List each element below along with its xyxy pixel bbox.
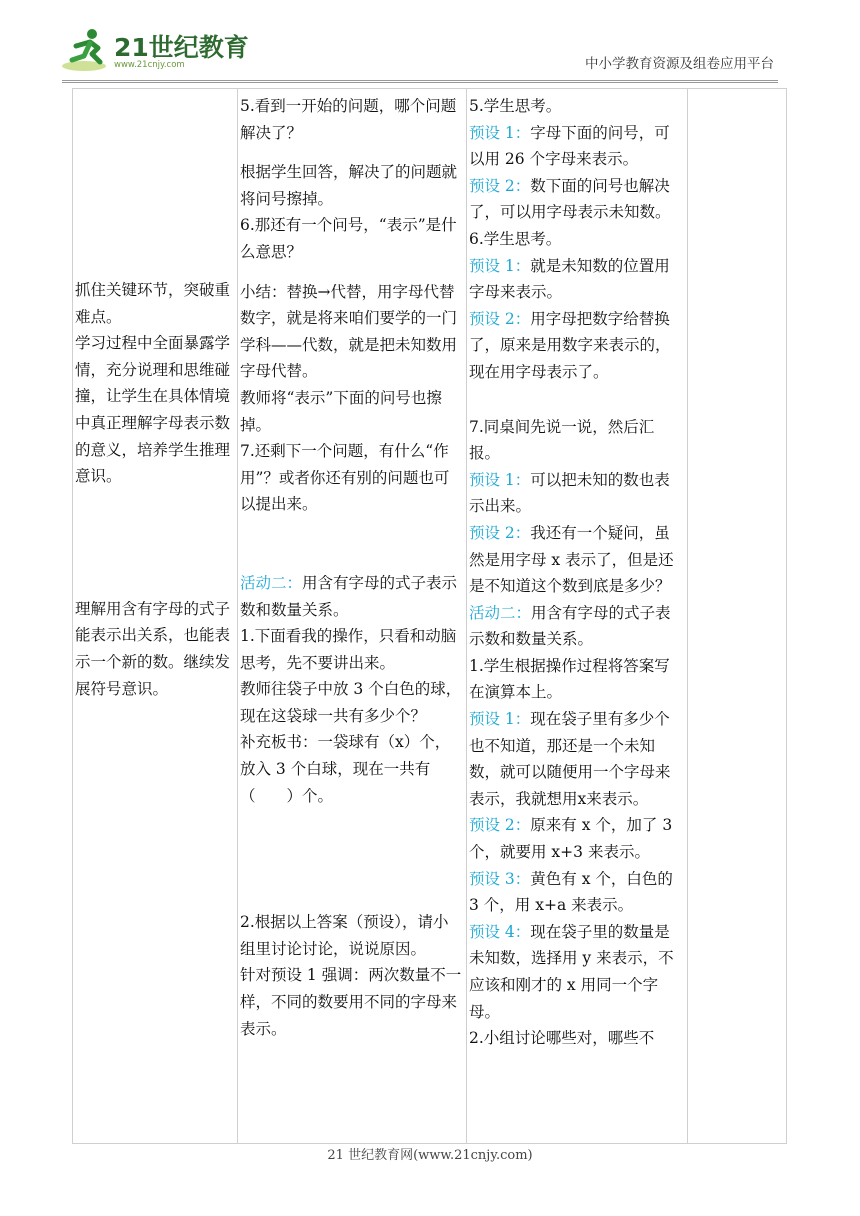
teacher-text-1: 5.看到一开始的问题，哪个问题解决了？ [240, 97, 457, 142]
preset-item [469, 520, 685, 600]
teacher-text-6: 7.还剩下一个问题，有什么“作用”？或者你还有别的问题也可以提出来。 [240, 442, 450, 514]
preset-text: 数下面的问号也解决了，可以用字母表示未知数。 [469, 176, 671, 222]
teacher-text-3: 6.那还有一个问号，“表示”是什么意思？ [240, 216, 457, 261]
teacher-text-11: 针对预设 1 强调：两次数量不一样，不同的数要用不同的字母来表示。 [240, 966, 462, 1038]
intent-text-3: 理解用含有字母的式子能表示出关系，也能表示一个新的数。继续发展符号意识。 [75, 599, 231, 698]
preset-text: 黄色有 x 个，白色的 3 个，用 x+a 来表示。 [469, 869, 673, 915]
preset-text: 原来有 x 个，加了 3 个，就要用 x+3 来表示。 [469, 816, 673, 862]
teacher-text-8: 教师往袋子中放 3 个白色的球，现在这袋球一共有多少个？ [240, 680, 462, 725]
intent-text-1: 抓住关键环节，突破重难点。 [75, 281, 231, 326]
teacher-text-7: 1.下面看我的操作，只看和动脑思考，先不要讲出来。 [240, 627, 457, 672]
site-logo[interactable] [62, 26, 249, 76]
preset-item [469, 866, 685, 919]
preset-text: 字母下面的问号，可以用 26 个字母来表示。 [469, 123, 670, 169]
teacher-text-5: 教师将“表示”下面的问号也擦掉。 [240, 388, 442, 434]
preset-text: 现在袋子里有多少个也不知道，那还是一个未知数，就可以随便用一个字母来表示，我就想用x来表示。 [469, 710, 671, 808]
design-intent-cell [73, 89, 238, 1144]
preset-item [469, 919, 685, 1025]
activity-label: 活动二： [240, 573, 303, 592]
activity-text: 用含有字母的式子表示数和数量关系。 [469, 603, 671, 649]
activity-two-heading [469, 600, 685, 653]
student-text-5: 2.小组讨论哪些对，哪些不 [469, 1029, 655, 1048]
platform-name: 中小学教育资源及组卷应用平台 [585, 56, 774, 72]
activity-two-heading [240, 570, 464, 623]
preset-label: 预设 1： [469, 470, 531, 489]
preset-item [469, 706, 685, 812]
activity-text: 用含有字母的式子表示数和数量关系。 [240, 573, 458, 619]
preset-label: 预设 3： [469, 869, 531, 888]
preset-item [469, 812, 685, 865]
preset-item [469, 173, 685, 226]
logo-text: 21世纪教育 [114, 33, 249, 62]
lesson-table [72, 88, 787, 1144]
preset-label: 预设 2： [469, 816, 531, 835]
preset-label: 预设 2： [469, 176, 531, 195]
student-text-2: 6.学生思考。 [469, 229, 562, 248]
page-footer: 21 世纪教育网(www.21cnjy.com) [327, 1148, 533, 1163]
board-note: 补充板书：一袋球有（x）个，放入 3 个白球，现在一共有（ ）个。 [240, 733, 451, 805]
teacher-summary: 小结：替换→代替，用字母代替数字，就是将来咱们要学的一门学科——代数，就是把未知数用字母代替。 [240, 282, 458, 381]
preset-label: 预设 1： [469, 710, 531, 729]
preset-text: 就是未知数的位置用字母来表示。 [469, 256, 670, 302]
student-activity-cell [467, 89, 688, 1144]
student-text-4: 1.学生根据操作过程将答案写在演算本上。 [469, 656, 670, 702]
preset-item [469, 120, 685, 173]
preset-label: 预设 1： [469, 256, 531, 275]
empty-notes-cell [688, 89, 787, 1144]
runner-logo-icon [62, 26, 114, 76]
preset-text: 可以把未知的数也表示出来。 [469, 470, 670, 516]
preset-label: 预设 2： [469, 523, 531, 542]
header-divider [62, 80, 778, 81]
teacher-text-2: 根据学生回答，解决了的问题就将问号擦掉。 [240, 163, 458, 208]
preset-text: 我还有一个疑问，虽然是用字母 x 表示了，但是还是不知道这个数到底是多少？ [469, 523, 674, 596]
preset-label: 预设 4： [469, 922, 531, 941]
teacher-text-10: 2.根据以上答案（预设），请小组里讨论讨论，说说原因。 [240, 913, 449, 958]
student-text-3: 7.同桌间先说一说，然后汇报。 [469, 417, 655, 463]
student-text-1: 5.学生思考。 [469, 97, 562, 115]
page-header [0, 0, 860, 88]
preset-item [469, 306, 685, 386]
table-row [73, 89, 787, 1144]
activity-label: 活动二： [469, 603, 532, 622]
header-divider-2 [62, 82, 778, 83]
preset-label: 预设 2： [469, 309, 531, 328]
preset-label: 预设 1： [469, 123, 531, 142]
preset-item [469, 253, 685, 306]
preset-item [469, 467, 685, 520]
logo-url: www.21cnjy.com [114, 60, 185, 70]
intent-text-2: 学习过程中全面暴露学情，充分说理和思维碰撞，让学生在具体情境中真正理解字母表示数的意义，培养学生推理意识。 [75, 334, 231, 486]
preset-text: 用字母把数字给替换了，原来是用数字来表示的，现在用字母表示了。 [469, 309, 671, 381]
preset-text: 现在袋子里的数量是未知数，选择用 y 来表示，不应该和刚才的 x 用同一个字母。 [469, 922, 674, 1021]
teacher-activity-cell [238, 89, 467, 1144]
